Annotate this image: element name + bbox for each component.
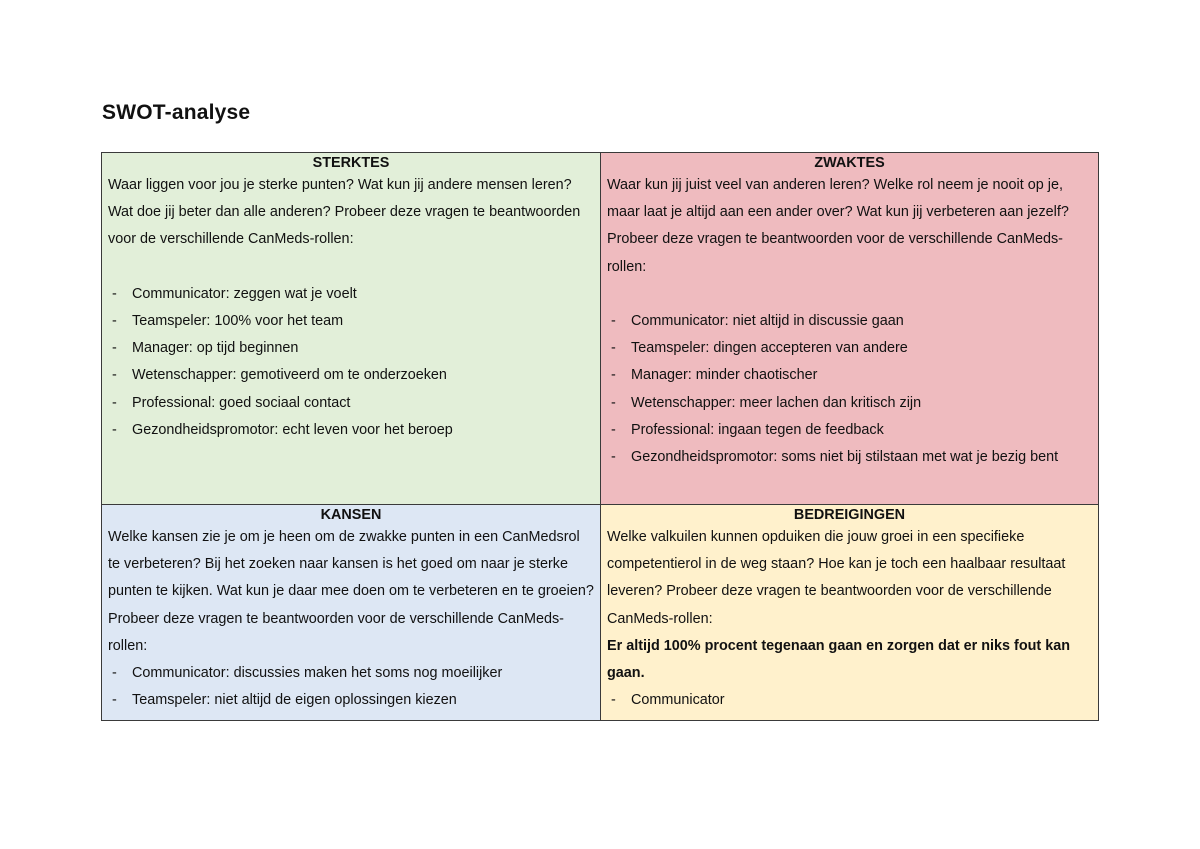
threats-bold-statement: Er altijd 100% procent tegenaan gaan en zorgen dat er niks fout kan gaan. (607, 637, 1071, 682)
list-item: - Communicator: zeggen wat je voelt (108, 281, 594, 308)
threats-heading: BEDREIGINGEN (793, 507, 906, 523)
strengths-cell (102, 153, 601, 505)
weaknesses-cell (601, 153, 1098, 505)
list-item: - Professional: ingaan tegen de feedback (607, 417, 1092, 444)
threats-list (607, 687, 1092, 714)
list-item: - Communicator (607, 687, 1092, 714)
list-item: - Teamspeler: niet altijd de eigen oplossingen kiezen (108, 687, 594, 714)
opportunities-heading: KANSEN (320, 507, 382, 523)
threats-cell (601, 505, 1098, 720)
weaknesses-heading: ZWAKTES (814, 155, 885, 171)
list-item: - Communicator: niet altijd in discussie gaan (607, 308, 1092, 335)
strengths-heading: STERKTES (312, 155, 390, 171)
page-title: SWOT-analyse (102, 101, 251, 124)
list-item: - Professional: goed sociaal contact (108, 390, 594, 417)
list-item: - Teamspeler: dingen accepteren van andere (607, 335, 1092, 362)
threats-intro: Welke valkuilen kunnen opduiken die jouw groei in een specifieke competentierol in de weg staan? Hoe kan je toch een haalbaar resultaat leveren? Probeer deze vragen te beantwoorden voor de verschillende CanMeds-rollen: (607, 529, 1066, 627)
swot-table (101, 152, 1099, 721)
list-item: - Manager: op tijd beginnen (108, 335, 594, 362)
list-item: - Wetenschapper: gemotiveerd om te onderzoeken (108, 362, 594, 389)
weaknesses-intro: Waar kun jij juist veel van anderen leren? Welke rol neem je nooit op je, maar laat je altijd aan een ander over? Wat kun jij verbeteren aan jezelf? Probeer deze vragen te beantwoorden voor de verschillende CanMeds-rollen: (607, 177, 1069, 275)
opportunities-cell (102, 505, 601, 720)
list-item: - Gezondheidspromotor: soms niet bij stilstaan met wat je bezig bent (607, 444, 1092, 471)
weaknesses-list (607, 308, 1092, 471)
list-item: - Manager: minder chaotischer (607, 362, 1092, 389)
list-item: - Gezondheidspromotor: echt leven voor het beroep (108, 417, 594, 444)
opportunities-intro: Welke kansen zie je om je heen om de zwakke punten in een CanMedsrol te verbeteren? Bij het zoeken naar kansen is het goed om naar je sterke punten te kijken. Wat kun je daar mee doen om te verbeteren en te groeien? Probeer deze vragen te beantwoorden voor de verschillende CanMeds-rollen: (108, 529, 594, 654)
list-item: - Wetenschapper: meer lachen dan kritisch zijn (607, 390, 1092, 417)
list-item: - Communicator: discussies maken het soms nog moeilijker (108, 660, 594, 687)
opportunities-list (108, 660, 594, 714)
strengths-spacer (108, 254, 594, 281)
weaknesses-spacer (607, 281, 1092, 308)
strengths-intro: Waar liggen voor jou je sterke punten? Wat kun jij andere mensen leren? Wat doe jij beter dan alle anderen? Probeer deze vragen te beantwoorden voor de verschillende CanMeds-rollen: (108, 177, 581, 248)
list-item: - Teamspeler: 100% voor het team (108, 308, 594, 335)
strengths-list (108, 281, 594, 444)
